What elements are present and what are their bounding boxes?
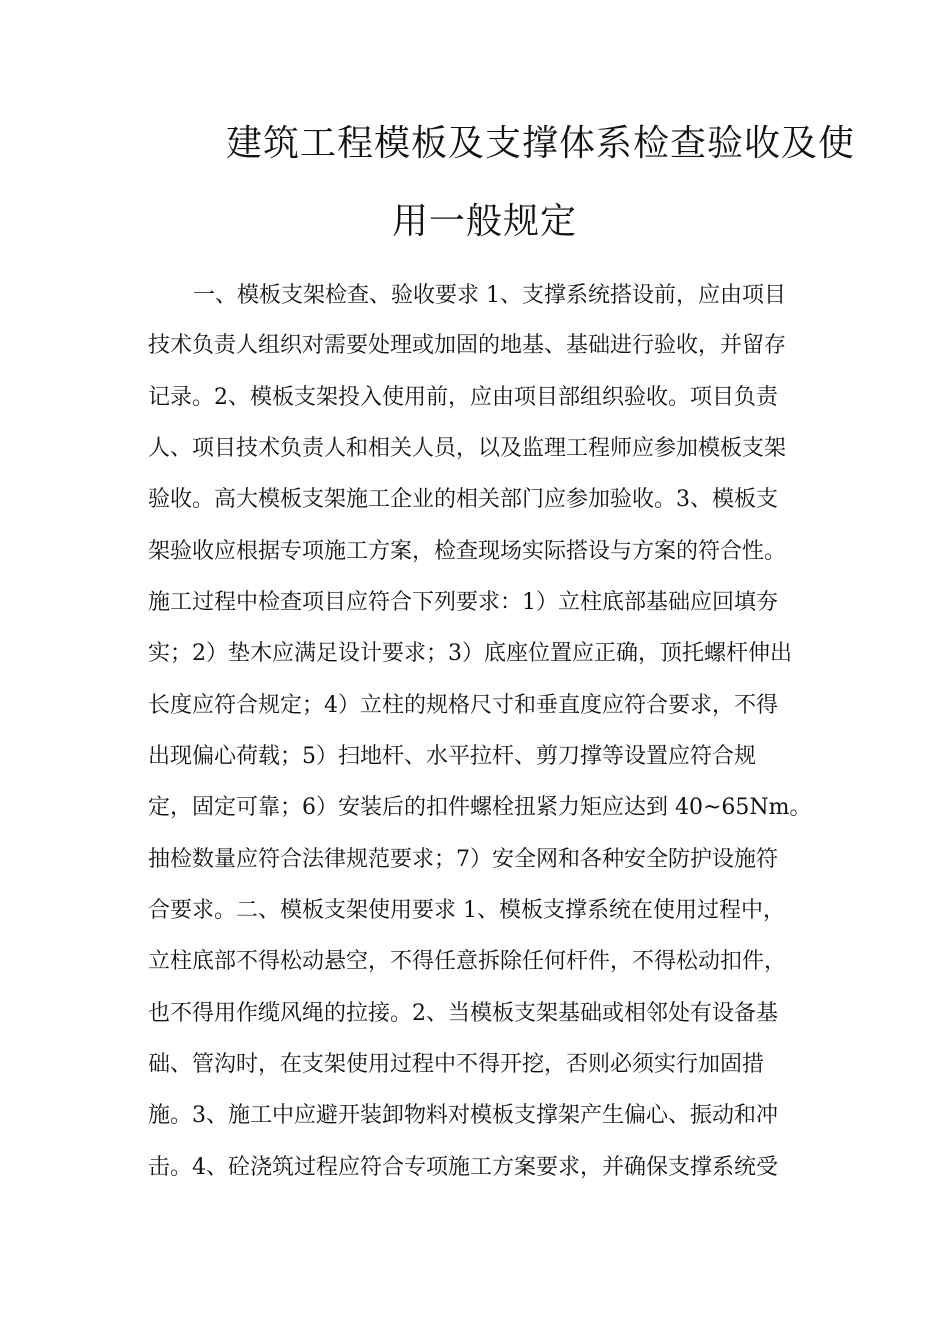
paragraph-line-16: 础、管沟时，在支架使用过程中不得开挖，否则必须实行加固措 — [148, 1052, 765, 1077]
paragraph-line-12: 抽检数量应符合法律规范要求；7）安全网和各种安全防护设施符 — [148, 847, 778, 872]
paragraph-line-10: 出现偏心荷载；5）扫地杆、水平拉杆、剪刀撑等设置应符合规 — [148, 744, 756, 769]
paragraph-line-8: 实；2）垫木应满足设计要求；3）底座位置应正确，顶托螺杆伸出 — [148, 641, 792, 666]
paragraph-line-1: 一、模板支架检查、验收要求 1、支撑系统搭设前，应由项目 — [193, 283, 786, 308]
paragraph-line-14: 立柱底部不得松动悬空，不得任意拆除任何杆件，不得松动扣件， — [148, 949, 787, 974]
document-title-line-2: 用一般规定 — [392, 201, 578, 242]
paragraph-line-17: 施。3、施工中应避开装卸物料对模板支撑架产生偏心、振动和冲 — [148, 1103, 778, 1128]
paragraph-line-4: 人、项目技术负责人和相关人员，以及监理工程师应参加模板支架 — [148, 436, 787, 461]
paragraph-line-11: 定，固定可靠；6）安装后的扣件螺栓扭紧力矩应达到 40~65Nm。 — [148, 795, 812, 820]
paragraph-line-7: 施工过程中检查项目应符合下列要求：1）立柱底部基础应回填夯 — [148, 590, 778, 615]
paragraph-line-6: 架验收应根据专项施工方案，检查现场实际搭设与方案的符合性。 — [148, 539, 787, 564]
document-title-line-1: 建筑工程模板及支撑体系检查验收及使 — [226, 123, 856, 164]
paragraph-line-15: 也不得用作缆风绳的拉接。2、当模板支架基础或相邻处有设备基 — [148, 1001, 778, 1026]
paragraph-line-9: 长度应符合规定；4）立柱的规格尺寸和垂直度应符合要求，不得 — [148, 693, 778, 718]
paragraph-line-2: 技术负责人组织对需要处理或加固的地基、基础进行验收，并留存 — [148, 333, 787, 358]
paragraph-line-13: 合要求。二、模板支架使用要求 1、模板支撑系统在使用过程中， — [148, 898, 785, 923]
paragraph-line-18: 击。4、砼浇筑过程应符合专项施工方案要求，并确保支撑系统受 — [148, 1155, 778, 1180]
paragraph-line-5: 验收。高大模板支架施工企业的相关部门应参加验收。3、模板支 — [148, 487, 778, 512]
paragraph-line-3: 记录。2、模板支架投入使用前，应由项目部组织验收。项目负责 — [148, 385, 778, 410]
